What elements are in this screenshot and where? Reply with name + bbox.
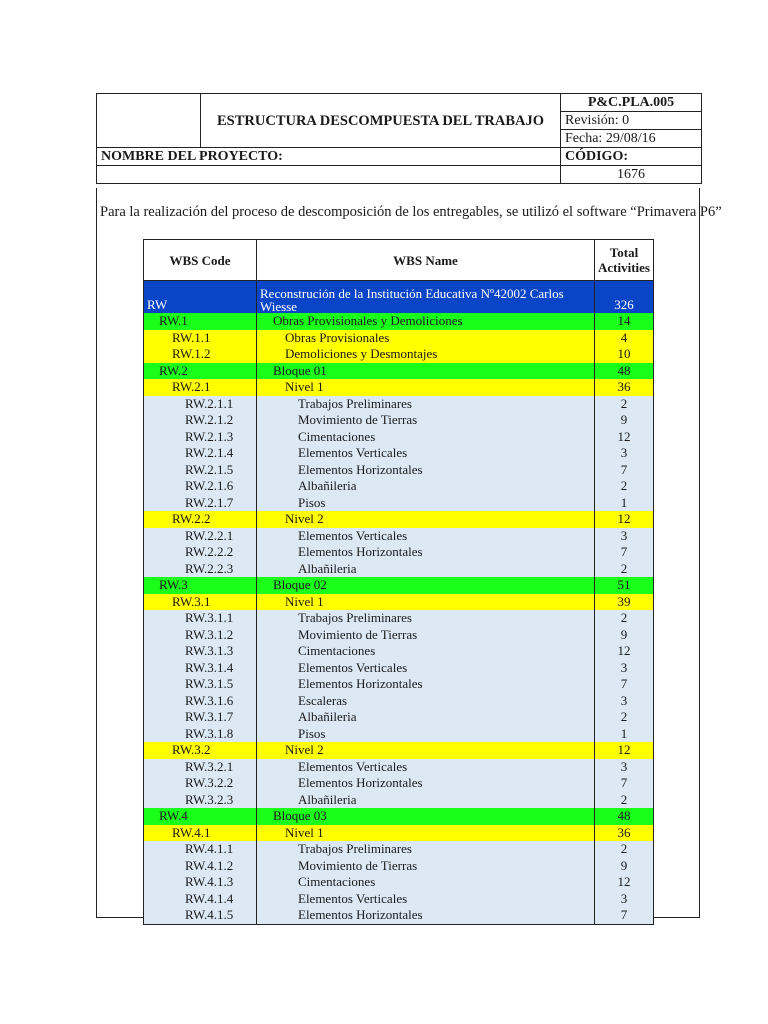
table-row [144,478,654,495]
wbs-name-cell: Elementos Horizontales [257,544,595,561]
total-activities-cell: 36 [595,825,654,842]
wbs-name-cell: Elementos Horizontales [257,462,595,479]
total-activities-cell: 4 [595,330,654,347]
total-activities-cell: 326 [595,281,654,314]
wbs-code-cell: RW.4.1.3 [144,874,257,891]
table-row [144,676,654,693]
wbs-name-cell: Trabajos Preliminares [257,610,595,627]
wbs-code-cell: RW.4.1.2 [144,858,257,875]
wbs-code-cell: RW.3.2 [144,742,257,759]
header-wbs-code: WBS Code [144,240,257,281]
wbs-code-cell: RW.3.2.1 [144,759,257,776]
wbs-code-cell: RW.3.1.8 [144,726,257,743]
wbs-code-cell: RW.3.1.7 [144,709,257,726]
total-activities-cell: 7 [595,544,654,561]
wbs-name-cell: Albañileria [257,792,595,809]
wbs-name-cell: Pisos [257,495,595,512]
table-row [144,379,654,396]
wbs-code-cell: RW.3.2.2 [144,775,257,792]
total-activities-cell: 3 [595,660,654,677]
total-activities-cell: 2 [595,561,654,578]
wbs-code-cell: RW.4.1.1 [144,841,257,858]
wbs-name-cell: Cimentaciones [257,643,595,660]
wbs-name-cell: Movimiento de Tierras [257,412,595,429]
total-activities-cell: 9 [595,858,654,875]
wbs-code-cell: RW.3.1.6 [144,693,257,710]
table-row [144,445,654,462]
total-activities-cell: 48 [595,808,654,825]
table-row [144,594,654,611]
table-row [144,610,654,627]
wbs-code-cell: RW.2.1.6 [144,478,257,495]
table-row [144,792,654,809]
wbs-name-cell: Albañileria [257,561,595,578]
wbs-name-cell: Albañileria [257,709,595,726]
wbs-code-cell: RW.3.2.3 [144,792,257,809]
wbs-code-cell: RW.3.1.5 [144,676,257,693]
header-wbs-name: WBS Name [257,240,595,281]
table-row [144,759,654,776]
total-activities-cell: 12 [595,429,654,446]
total-activities-cell: 7 [595,676,654,693]
wbs-code-cell: RW.2.1.7 [144,495,257,512]
table-row [144,858,654,875]
total-activities-cell: 51 [595,577,654,594]
wbs-code-cell: RW.4 [144,808,257,825]
wbs-code-cell: RW.2.1.3 [144,429,257,446]
document-title: ESTRUCTURA DESCOMPUESTA DEL TRABAJO [201,94,561,148]
wbs-name-cell: Elementos Horizontales [257,775,595,792]
wbs-code-cell: RW.4.1.5 [144,907,257,924]
wbs-name-cell: Escaleras [257,693,595,710]
wbs-name-cell: Nivel 2 [257,742,595,759]
wbs-code-cell: RW.3.1.2 [144,627,257,644]
wbs-code-cell: RW.2.2.3 [144,561,257,578]
total-activities-cell: 9 [595,627,654,644]
wbs-code-cell: RW.3.1.1 [144,610,257,627]
wbs-name-cell: Nivel 1 [257,594,595,611]
wbs-name-cell: Elementos Verticales [257,759,595,776]
intro-text: Para la realización del proceso de descomposición de los entregables, se utilizó el software “Primavera P6” [100,204,722,220]
table-row [144,330,654,347]
total-activities-cell: 3 [595,445,654,462]
wbs-name-cell: Elementos Horizontales [257,907,595,924]
wbs-name-cell: Pisos [257,726,595,743]
wbs-name-cell: Trabajos Preliminares [257,841,595,858]
table-row [144,874,654,891]
wbs-table [143,239,654,925]
wbs-name-cell: Albañileria [257,478,595,495]
total-activities-cell: 2 [595,610,654,627]
wbs-code-cell: RW.3.1.3 [144,643,257,660]
total-activities-cell: 7 [595,775,654,792]
total-activities-cell: 1 [595,726,654,743]
wbs-name-cell: Bloque 01 [257,363,595,380]
code-label: CÓDIGO: [561,148,702,166]
logo-cell [97,94,201,148]
total-activities-cell: 3 [595,891,654,908]
table-row [144,462,654,479]
total-activities-cell: 14 [595,313,654,330]
total-activities-cell: 3 [595,693,654,710]
wbs-name-cell: Elementos Verticales [257,891,595,908]
wbs-code-cell: RW.2.1.1 [144,396,257,413]
wbs-code-cell: RW.3.1.4 [144,660,257,677]
table-row [144,627,654,644]
total-activities-cell: 10 [595,346,654,363]
wbs-name-cell: Obras Provisionales [257,330,595,347]
table-row [144,412,654,429]
table-row [144,841,654,858]
wbs-name-cell: Nivel 1 [257,825,595,842]
code-value: 1676 [561,166,702,184]
wbs-name-cell: Movimiento de Tierras [257,627,595,644]
wbs-code-cell: RW.1.1 [144,330,257,347]
table-row [144,693,654,710]
wbs-code-cell: RW [144,281,257,314]
total-activities-cell: 2 [595,709,654,726]
date: Fecha: 29/08/16 [561,130,702,148]
wbs-code-cell: RW.2 [144,363,257,380]
total-activities-cell: 39 [595,594,654,611]
table-row [144,726,654,743]
document-code: P&C.PLA.005 [561,94,702,112]
total-activities-cell: 3 [595,528,654,545]
table-row [144,775,654,792]
table-row [144,281,654,314]
total-activities-cell: 9 [595,412,654,429]
wbs-name-cell: Bloque 02 [257,577,595,594]
wbs-name-cell: Elementos Verticales [257,528,595,545]
total-activities-cell: 7 [595,907,654,924]
total-activities-cell: 2 [595,396,654,413]
wbs-name-cell: Obras Provisionales y Demoliciones [257,313,595,330]
total-activities-cell: 48 [595,363,654,380]
total-activities-cell: 12 [595,511,654,528]
header-total-activities: Total Activities [595,240,654,281]
wbs-code-cell: RW.2.1 [144,379,257,396]
wbs-code-cell: RW.2.1.4 [144,445,257,462]
project-name-value [97,166,561,184]
wbs-name-cell: Elementos Verticales [257,660,595,677]
wbs-code-cell: RW.2.2.2 [144,544,257,561]
total-activities-cell: 3 [595,759,654,776]
table-row [144,346,654,363]
revision: Revisión: 0 [561,112,702,130]
total-activities-cell: 7 [595,462,654,479]
table-row [144,660,654,677]
table-row [144,709,654,726]
document-header [96,93,702,184]
wbs-code-cell: RW.4.1 [144,825,257,842]
wbs-code-cell: RW.3 [144,577,257,594]
total-activities-cell: 2 [595,841,654,858]
table-row [144,643,654,660]
table-row [144,528,654,545]
project-name-label: NOMBRE DEL PROYECTO: [97,148,561,166]
total-activities-cell: 2 [595,478,654,495]
table-row [144,808,654,825]
table-row [144,495,654,512]
total-activities-cell: 36 [595,379,654,396]
table-row [144,742,654,759]
total-activities-cell: 2 [595,792,654,809]
wbs-name-cell: Demoliciones y Desmontajes [257,346,595,363]
wbs-body [144,281,654,925]
wbs-name-cell: Elementos Horizontales [257,676,595,693]
total-activities-cell: 1 [595,495,654,512]
wbs-code-cell: RW.3.1 [144,594,257,611]
wbs-name-cell: Trabajos Preliminares [257,396,595,413]
wbs-code-cell: RW.2.1.5 [144,462,257,479]
table-row [144,544,654,561]
wbs-name-cell: Cimentaciones [257,874,595,891]
table-row [144,577,654,594]
wbs-name-cell: Nivel 1 [257,379,595,396]
wbs-code-cell: RW.1.2 [144,346,257,363]
wbs-code-cell: RW.2.2.1 [144,528,257,545]
table-row [144,561,654,578]
total-activities-cell: 12 [595,874,654,891]
wbs-name-cell: Nivel 2 [257,511,595,528]
wbs-name-cell: Movimiento de Tierras [257,858,595,875]
wbs-name-cell: Reconstrución de la Institución Educativa Nº42002 Carlos Wiesse [257,281,595,314]
total-activities-cell: 12 [595,643,654,660]
table-row [144,363,654,380]
wbs-code-cell: RW.1 [144,313,257,330]
wbs-name-cell: Cimentaciones [257,429,595,446]
total-activities-cell: 12 [595,742,654,759]
table-row [144,429,654,446]
wbs-name-cell: Elementos Verticales [257,445,595,462]
table-row [144,396,654,413]
wbs-code-cell: RW.2.2 [144,511,257,528]
wbs-header-row [144,240,654,281]
table-row [144,891,654,908]
table-row [144,825,654,842]
table-row [144,907,654,924]
wbs-name-cell: Bloque 03 [257,808,595,825]
wbs-code-cell: RW.4.1.4 [144,891,257,908]
table-row [144,313,654,330]
wbs-code-cell: RW.2.1.2 [144,412,257,429]
table-row [144,511,654,528]
